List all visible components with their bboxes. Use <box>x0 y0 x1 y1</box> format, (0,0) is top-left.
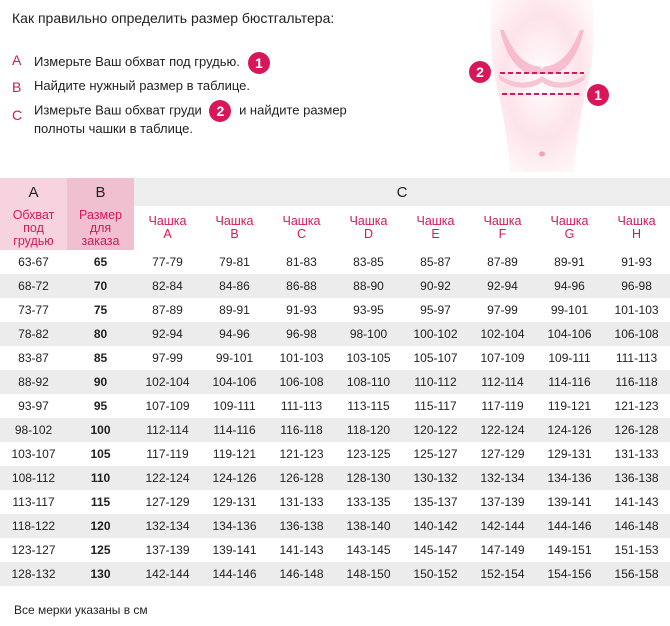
step-c-letter: C <box>12 107 23 123</box>
bust-cell: 136-138 <box>603 466 670 490</box>
bust-cell: 122-124 <box>134 466 201 490</box>
header-cup-d <box>335 206 402 250</box>
header-label-line: заказа <box>81 233 120 248</box>
step-c <box>12 100 347 136</box>
table-row <box>0 490 670 514</box>
bust-cell: 94-96 <box>536 274 603 298</box>
header-label-line: Чашка <box>349 214 388 228</box>
underbust-cell: 123-127 <box>0 538 67 562</box>
bust-cell: 79-81 <box>201 250 268 274</box>
header-label-line: грудью <box>13 233 54 248</box>
bust-cell: 91-93 <box>268 298 335 322</box>
bust-cell: 99-101 <box>536 298 603 322</box>
order-size-cell: 85 <box>67 346 134 370</box>
underbust-cell: 68-72 <box>0 274 67 298</box>
bust-cell: 139-141 <box>536 490 603 514</box>
header-label-line: Чашка <box>617 214 656 228</box>
header-cup-e <box>402 206 469 250</box>
bust-cell: 96-98 <box>268 322 335 346</box>
header-label-line: Чашка <box>416 214 455 228</box>
step-b-text: Найдите нужный размер в таблице. <box>34 78 250 93</box>
bust-cell: 92-94 <box>469 274 536 298</box>
order-size-cell: 95 <box>67 394 134 418</box>
bust-cell: 132-134 <box>469 466 536 490</box>
bust-cell: 147-149 <box>469 538 536 562</box>
bust-cell: 139-141 <box>201 538 268 562</box>
bust-cell: 98-100 <box>335 322 402 346</box>
header-label-line: Чашка <box>282 214 321 228</box>
header-cup-f <box>469 206 536 250</box>
header-label-line: Чашка <box>483 214 522 228</box>
table-row <box>0 418 670 442</box>
bust-cell: 119-121 <box>536 394 603 418</box>
size-table <box>0 178 670 586</box>
bust-cell: 144-146 <box>536 514 603 538</box>
table-row <box>0 466 670 490</box>
bust-cell: 123-125 <box>335 442 402 466</box>
bust-cell: 107-109 <box>469 346 536 370</box>
header-label-line: под <box>23 220 44 235</box>
header-label-line: G <box>564 227 575 241</box>
bust-cell: 117-119 <box>134 442 201 466</box>
bust-cell: 90-92 <box>402 274 469 298</box>
bust-cell: 142-144 <box>469 514 536 538</box>
step-c-text-after: и найдите размер <box>239 102 347 118</box>
bust-cell: 134-136 <box>536 466 603 490</box>
bust-cell: 83-85 <box>335 250 402 274</box>
header-cup-a <box>134 206 201 250</box>
bust-cell: 140-142 <box>402 514 469 538</box>
bust-cell: 87-89 <box>134 298 201 322</box>
order-size-cell: 115 <box>67 490 134 514</box>
header-cup-b <box>201 206 268 250</box>
bust-cell: 149-151 <box>536 538 603 562</box>
bust-cell: 124-126 <box>536 418 603 442</box>
bust-cell: 132-134 <box>134 514 201 538</box>
bust-cell: 128-130 <box>335 466 402 490</box>
bust-cell: 107-109 <box>134 394 201 418</box>
bust-cell: 77-79 <box>134 250 201 274</box>
bust-cell: 124-126 <box>201 466 268 490</box>
underbust-cell: 103-107 <box>0 442 67 466</box>
table-row <box>0 346 670 370</box>
bust-cell: 111-113 <box>268 394 335 418</box>
step-c-text-before: Измерьте Ваш обхват груди <box>34 102 202 118</box>
bust-cell: 82-84 <box>134 274 201 298</box>
bust-cell: 97-99 <box>134 346 201 370</box>
header-letter-a: A <box>0 178 67 206</box>
step-a <box>12 52 270 74</box>
header-label-line: E <box>431 227 440 241</box>
bust-cell: 106-108 <box>603 322 670 346</box>
bust-cell: 116-118 <box>268 418 335 442</box>
svg-text:1: 1 <box>594 87 602 103</box>
bust-cell: 87-89 <box>469 250 536 274</box>
underbust-cell: 63-67 <box>0 250 67 274</box>
bust-cell: 88-90 <box>335 274 402 298</box>
bust-cell: 120-122 <box>402 418 469 442</box>
bust-cell: 133-135 <box>335 490 402 514</box>
bust-cell: 141-143 <box>268 538 335 562</box>
header-labels-row <box>0 206 670 250</box>
underbust-cell: 108-112 <box>0 466 67 490</box>
bust-cell: 126-128 <box>268 466 335 490</box>
header-letter-b: B <box>67 178 134 206</box>
bust-cell: 118-120 <box>335 418 402 442</box>
table-row <box>0 322 670 346</box>
bust-cell: 101-103 <box>603 298 670 322</box>
header-label-line: H <box>632 227 642 241</box>
header-label-line: Чашка <box>550 214 589 228</box>
bust-cell: 106-108 <box>268 370 335 394</box>
order-size-cell: 120 <box>67 514 134 538</box>
bust-cell: 126-128 <box>603 418 670 442</box>
header-cup-c <box>268 206 335 250</box>
bust-cell: 100-102 <box>402 322 469 346</box>
bust-cell: 92-94 <box>134 322 201 346</box>
bust-cell: 102-104 <box>469 322 536 346</box>
table-row <box>0 394 670 418</box>
order-size-cell: 75 <box>67 298 134 322</box>
bust-cell: 131-133 <box>268 490 335 514</box>
underbust-cell: 83-87 <box>0 346 67 370</box>
order-size-cell: 70 <box>67 274 134 298</box>
bust-cell: 141-143 <box>603 490 670 514</box>
underbust-cell: 73-77 <box>0 298 67 322</box>
bust-cell: 110-112 <box>402 370 469 394</box>
header-label-line: D <box>363 227 374 241</box>
bust-cell: 127-129 <box>134 490 201 514</box>
bust-cell: 129-131 <box>536 442 603 466</box>
bust-cell: 95-97 <box>402 298 469 322</box>
bust-cell: 97-99 <box>469 298 536 322</box>
bust-cell: 134-136 <box>201 514 268 538</box>
bust-cell: 148-150 <box>335 562 402 586</box>
step-a-badge: 1 <box>248 52 270 74</box>
bust-cell: 138-140 <box>335 514 402 538</box>
bust-cell: 108-110 <box>335 370 402 394</box>
bust-cell: 115-117 <box>402 394 469 418</box>
table-row <box>0 298 670 322</box>
header-underbust <box>0 206 67 250</box>
bust-cell: 104-106 <box>201 370 268 394</box>
header-label-line: Обхват <box>12 207 55 222</box>
bust-cell: 89-91 <box>201 298 268 322</box>
header-label-line: для <box>89 220 112 235</box>
table-row <box>0 250 670 274</box>
step-c-text <box>34 100 347 136</box>
bust-cell: 137-139 <box>469 490 536 514</box>
header-label-line: Чашка <box>148 214 187 228</box>
bust-cell: 112-114 <box>134 418 201 442</box>
svg-text:2: 2 <box>476 64 484 80</box>
bust-cell: 93-95 <box>335 298 402 322</box>
bust-cell: 156-158 <box>603 562 670 586</box>
underbust-cell: 93-97 <box>0 394 67 418</box>
bust-cell: 137-139 <box>134 538 201 562</box>
header-cup-h <box>603 206 670 250</box>
order-size-cell: 110 <box>67 466 134 490</box>
step-a-text: Измерьте Ваш обхват под грудью. <box>34 54 240 69</box>
order-size-cell: 100 <box>67 418 134 442</box>
header-label-line: F <box>498 227 507 241</box>
bust-cell: 142-144 <box>134 562 201 586</box>
underbust-cell: 88-92 <box>0 370 67 394</box>
bust-cell: 143-145 <box>335 538 402 562</box>
bust-cell: 105-107 <box>402 346 469 370</box>
bust-cell: 99-101 <box>201 346 268 370</box>
bust-cell: 116-118 <box>603 370 670 394</box>
bust-cell: 96-98 <box>603 274 670 298</box>
bust-cell: 121-123 <box>603 394 670 418</box>
bust-cell: 119-121 <box>201 442 268 466</box>
bust-cell: 104-106 <box>536 322 603 346</box>
bust-cell: 94-96 <box>201 322 268 346</box>
bust-cell: 146-148 <box>268 562 335 586</box>
bust-cell: 135-137 <box>402 490 469 514</box>
table-row <box>0 538 670 562</box>
bust-cell: 113-115 <box>335 394 402 418</box>
bust-cell: 152-154 <box>469 562 536 586</box>
footnote: Все мерки указаны в см <box>14 603 148 617</box>
bust-cell: 91-93 <box>603 250 670 274</box>
table-row <box>0 442 670 466</box>
bust-cell: 112-114 <box>469 370 536 394</box>
header-label-line: B <box>230 227 239 241</box>
bust-cell: 154-156 <box>536 562 603 586</box>
step-b <box>12 79 250 95</box>
underbust-cell: 113-117 <box>0 490 67 514</box>
order-size-cell: 65 <box>67 250 134 274</box>
bust-cell: 117-119 <box>469 394 536 418</box>
step-b-letter: B <box>12 79 22 95</box>
bust-cell: 81-83 <box>268 250 335 274</box>
bust-cell: 129-131 <box>201 490 268 514</box>
bust-cell: 151-153 <box>603 538 670 562</box>
bust-cell: 125-127 <box>402 442 469 466</box>
header-label-line: A <box>163 227 172 241</box>
header-letters-row <box>0 178 670 206</box>
bust-cell: 122-124 <box>469 418 536 442</box>
page-title: Как правильно определить размер бюстгальтера: <box>12 10 335 26</box>
table-row <box>0 514 670 538</box>
step-a-letter: A <box>12 52 22 68</box>
bust-cell: 114-116 <box>536 370 603 394</box>
bust-cell: 89-91 <box>536 250 603 274</box>
order-size-cell: 125 <box>67 538 134 562</box>
bust-cell: 102-104 <box>134 370 201 394</box>
bust-cell: 109-111 <box>201 394 268 418</box>
bust-cell: 144-146 <box>201 562 268 586</box>
underbust-cell: 78-82 <box>0 322 67 346</box>
bust-cell: 131-133 <box>603 442 670 466</box>
order-size-cell: 105 <box>67 442 134 466</box>
step-c-text-line2: полноты чашки в таблице. <box>34 121 194 136</box>
table-row <box>0 274 670 298</box>
bust-cell: 136-138 <box>268 514 335 538</box>
header-cup-g <box>536 206 603 250</box>
bust-cell: 121-123 <box>268 442 335 466</box>
step-c-badge: 2 <box>209 100 231 122</box>
header-letter-c: C <box>134 178 670 206</box>
header-label-line: C <box>296 227 307 241</box>
header-order-size <box>67 206 134 250</box>
table-row <box>0 562 670 586</box>
underbust-cell: 118-122 <box>0 514 67 538</box>
bust-cell: 86-88 <box>268 274 335 298</box>
bust-cell: 109-111 <box>536 346 603 370</box>
underbust-cell: 128-132 <box>0 562 67 586</box>
bust-cell: 127-129 <box>469 442 536 466</box>
bust-cell: 101-103 <box>268 346 335 370</box>
order-size-cell: 80 <box>67 322 134 346</box>
bust-cell: 84-86 <box>201 274 268 298</box>
header-label-line: Чашка <box>215 214 254 228</box>
bust-cell: 103-105 <box>335 346 402 370</box>
bust-cell: 130-132 <box>402 466 469 490</box>
bust-cell: 146-148 <box>603 514 670 538</box>
bust-cell: 85-87 <box>402 250 469 274</box>
header-label-line: Размер <box>79 207 122 222</box>
order-size-cell: 130 <box>67 562 134 586</box>
table-row <box>0 370 670 394</box>
torso-illustration <box>462 0 622 172</box>
underbust-cell: 98-102 <box>0 418 67 442</box>
order-size-cell: 90 <box>67 370 134 394</box>
bust-cell: 114-116 <box>201 418 268 442</box>
bust-cell: 145-147 <box>402 538 469 562</box>
bust-cell: 111-113 <box>603 346 670 370</box>
bust-cell: 150-152 <box>402 562 469 586</box>
